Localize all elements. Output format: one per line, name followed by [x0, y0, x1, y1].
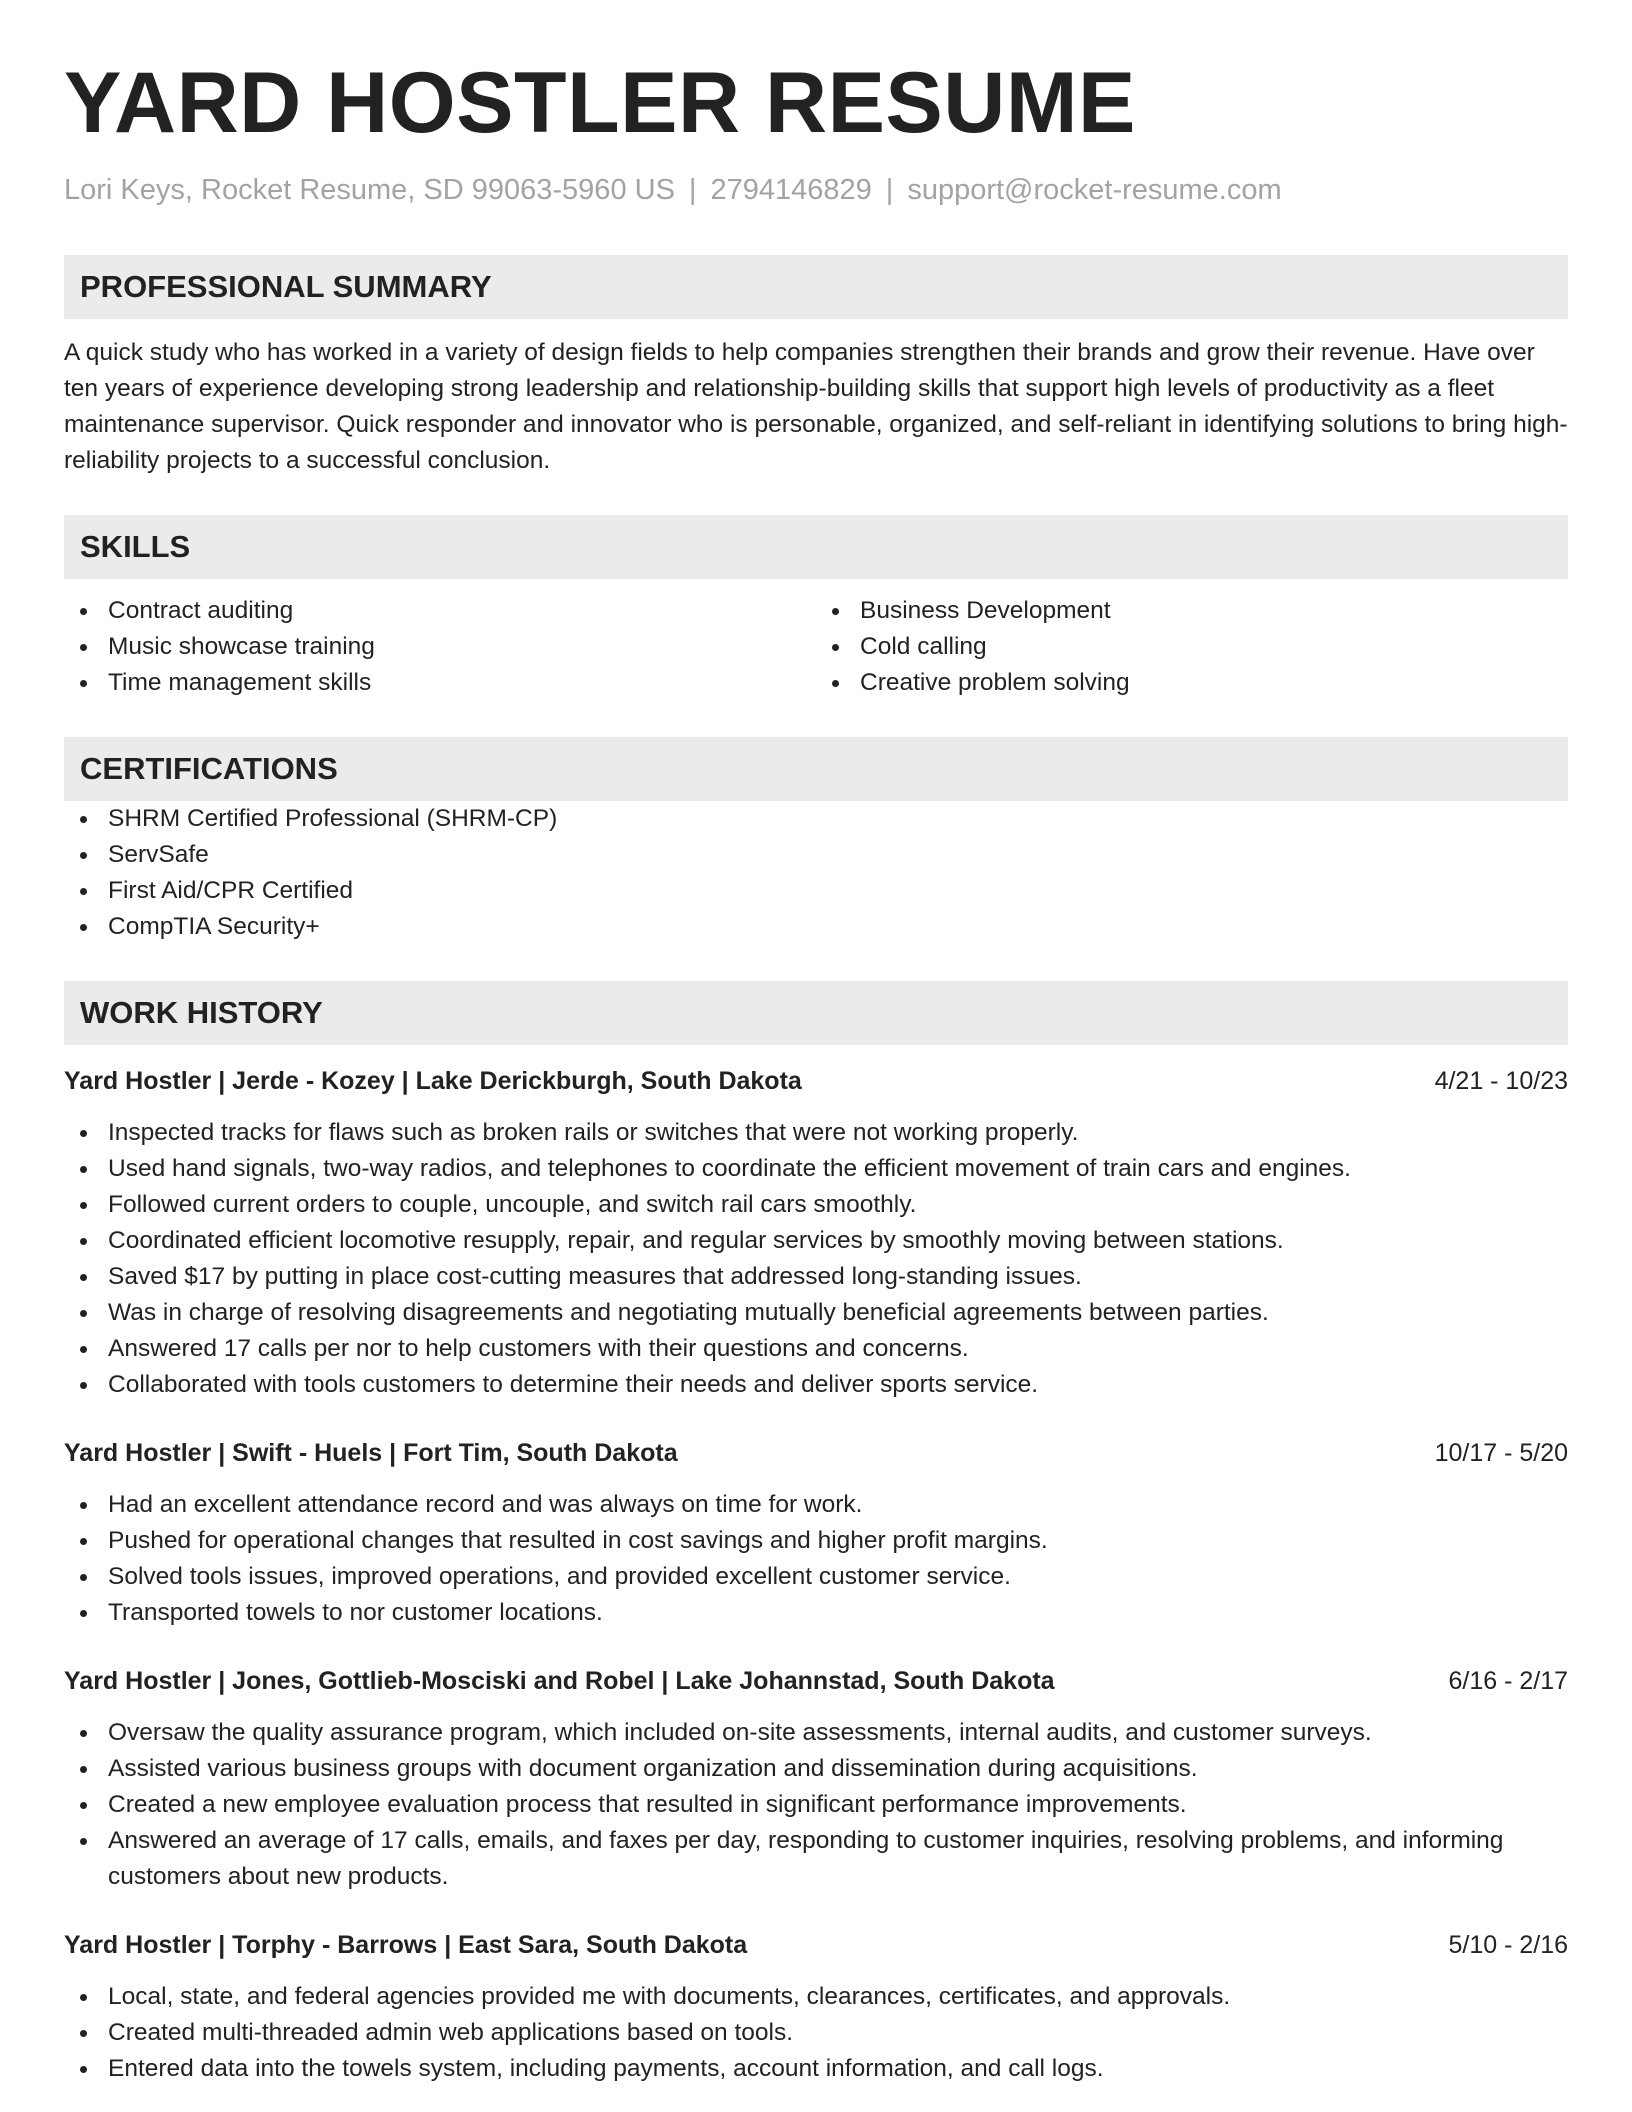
job-entry	[64, 1063, 1568, 1403]
job-bullet: Answered an average of 17 calls, emails, and faxes per day, responding to customer inquiries, resolving problems, and informing customers about new products.	[64, 1823, 1568, 1895]
job-bullet: Answered 17 calls per nor to help customers with their questions and concerns.	[64, 1331, 1568, 1367]
job-header	[64, 1663, 1568, 1699]
skill-item: Business Development	[816, 593, 1568, 629]
job-dates: 10/17 - 5/20	[1434, 1439, 1568, 1468]
job-dates: 4/21 - 10/23	[1434, 1067, 1568, 1096]
job-bullet: Was in charge of resolving disagreements and negotiating mutually beneficial agreements between parties.	[64, 1295, 1568, 1331]
job-bullet: Coordinated efficient locomotive resupply, repair, and regular services by smoothly moving between stations.	[64, 1223, 1568, 1259]
job-dates: 6/16 - 2/17	[1448, 1667, 1568, 1696]
job-title: Yard Hostler | Jones, Gottlieb-Mosciski and Robel | Lake Johannstad, South Dakota	[64, 1667, 1055, 1696]
certifications-list	[64, 801, 1568, 945]
job-bullet: Oversaw the quality assurance program, which included on-site assessments, internal audits, and customer surveys.	[64, 1715, 1568, 1751]
section-header-work-history: WORK HISTORY	[64, 981, 1568, 1045]
job-bullet: Local, state, and federal agencies provided me with documents, clearances, certificates, and approvals.	[64, 1979, 1568, 2015]
job-bullet: Inspected tracks for flaws such as broken rails or switches that were not working properly.	[64, 1115, 1568, 1151]
contact-phone: 2794146829	[710, 173, 872, 206]
job-bullet: Created multi-threaded admin web applications based on tools.	[64, 2015, 1568, 2051]
contact-separator: |	[688, 173, 697, 206]
job-bullet: Created a new employee evaluation process that resulted in significant performance improvements.	[64, 1787, 1568, 1823]
job-title: Yard Hostler | Jerde - Kozey | Lake Derickburgh, South Dakota	[64, 1067, 802, 1096]
job-entry	[64, 1663, 1568, 1895]
job-bullet: Collaborated with tools customers to determine their needs and deliver sports service.	[64, 1367, 1568, 1403]
job-bullet: Used hand signals, two-way radios, and telephones to coordinate the efficient movement of train cars and engines.	[64, 1151, 1568, 1187]
job-bullet: Had an excellent attendance record and was always on time for work.	[64, 1487, 1568, 1523]
certification-item: SHRM Certified Professional (SHRM-CP)	[64, 801, 1568, 837]
job-bullets	[64, 1715, 1568, 1895]
job-bullet: Entered data into the towels system, including payments, account information, and call logs.	[64, 2051, 1568, 2087]
certification-item: First Aid/CPR Certified	[64, 873, 1568, 909]
resume-title: YARD HOSTLER RESUME	[64, 55, 1136, 151]
job-bullets	[64, 1487, 1568, 1631]
job-bullet: Pushed for operational changes that resulted in cost savings and higher profit margins.	[64, 1523, 1568, 1559]
job-title: Yard Hostler | Swift - Huels | Fort Tim, South Dakota	[64, 1439, 678, 1468]
job-dates: 5/10 - 2/16	[1448, 1931, 1568, 1960]
skills-column-right	[816, 593, 1568, 701]
certification-item: CompTIA Security+	[64, 909, 1568, 945]
skills-column-left	[64, 593, 816, 701]
job-bullets	[64, 1115, 1568, 1403]
job-header	[64, 1927, 1568, 1963]
contact-separator: |	[885, 173, 894, 206]
section-header-certifications: CERTIFICATIONS	[64, 737, 1568, 801]
contact-address: Lori Keys, Rocket Resume, SD 99063-5960 US	[64, 173, 675, 206]
job-bullet: Solved tools issues, improved operations, and provided excellent customer service.	[64, 1559, 1568, 1595]
job-title: Yard Hostler | Torphy - Barrows | East Sara, South Dakota	[64, 1931, 748, 1960]
job-bullets	[64, 1979, 1568, 2087]
job-header	[64, 1063, 1568, 1099]
job-bullet: Followed current orders to couple, uncouple, and switch rail cars smoothly.	[64, 1187, 1568, 1223]
job-bullet: Transported towels to nor customer locations.	[64, 1595, 1568, 1631]
certification-item: ServSafe	[64, 837, 1568, 873]
section-header-summary: PROFESSIONAL SUMMARY	[64, 255, 1568, 319]
job-entry	[64, 1927, 1568, 2087]
skill-item: Cold calling	[816, 629, 1568, 665]
contact-line	[64, 173, 1568, 208]
skills-list	[64, 593, 1568, 701]
skill-item: Contract auditing	[64, 593, 816, 629]
skill-item: Music showcase training	[64, 629, 816, 665]
section-header-skills: SKILLS	[64, 515, 1568, 579]
skill-item: Time management skills	[64, 665, 816, 701]
job-header	[64, 1435, 1568, 1471]
summary-text: A quick study who has worked in a variety of design fields to help companies strengthen their brands and grow their revenue. Have over ten years of experience developing strong leadership and relationship-building skills that support high levels of productivity as a fleet maintenance supervisor. Quick responder and innovator who is personable, organized, and self-reliant in identifying solutions to bring high-reliability projects to a successful conclusion.	[64, 339, 1568, 475]
job-entry	[64, 1435, 1568, 1631]
job-bullet: Saved $17 by putting in place cost-cutting measures that addressed long-standing issues.	[64, 1259, 1568, 1295]
contact-email: support@rocket-resume.com	[907, 173, 1282, 206]
job-bullet: Assisted various business groups with document organization and dissemination during acquisitions.	[64, 1751, 1568, 1787]
skill-item: Creative problem solving	[816, 665, 1568, 701]
